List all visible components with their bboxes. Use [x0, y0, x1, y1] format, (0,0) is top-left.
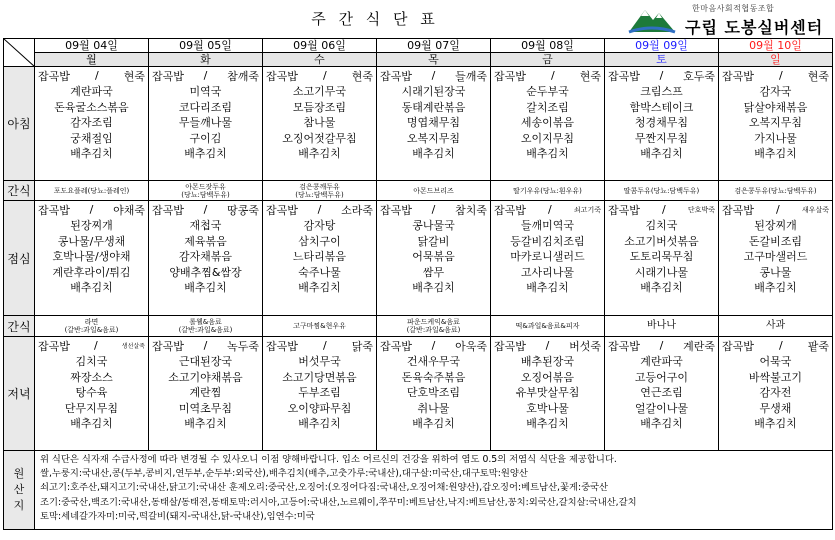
dish: 돈육굴소스볶음 — [54, 100, 129, 114]
dish: 도토리묵무침 — [629, 250, 694, 263]
day-header: 화 — [149, 53, 263, 67]
dish: 배추김치 — [640, 417, 683, 430]
dinner-row — [4, 337, 833, 451]
dish: 배추김치 — [412, 281, 455, 294]
meal-label-lunch: 점심 — [4, 201, 35, 316]
dish: 배추김치 — [70, 147, 113, 160]
snack2-row — [4, 316, 833, 337]
dish: 시래기나물 — [634, 265, 689, 279]
snack-item: 아몬드브리즈 — [413, 186, 454, 195]
porridge: 팥죽 — [807, 339, 829, 353]
separator: / — [776, 203, 780, 216]
dish: 들깨미역국 — [520, 219, 575, 232]
center-logo — [627, 2, 832, 36]
day-header: 금 — [491, 53, 605, 67]
rice: 잡곡밥 — [494, 339, 526, 353]
rice: 잡곡밥 — [266, 203, 298, 217]
page-header — [0, 0, 835, 38]
date-header: 09월 06일 — [263, 39, 377, 53]
dish: 명엽채무침 — [406, 116, 461, 129]
menu-cell — [491, 201, 605, 316]
dish: 모듬장조림 — [292, 100, 347, 114]
date-header: 09월 10일 — [719, 39, 833, 53]
menu-cell — [149, 67, 263, 181]
notes-line: 쌀,누룽지:국내산,콩(두부,콩비지,연두부,순두부:외국산),배추김치(배추,고춧가루:국내산),대구살:미국산,대구토막:원양산 — [40, 468, 528, 480]
weekly-menu-table — [3, 38, 833, 530]
dish: 양배추찜&쌈장 — [169, 265, 242, 279]
menu-cell — [35, 67, 149, 181]
dish: 크림스프 — [640, 85, 683, 98]
rice: 잡곡밥 — [152, 203, 184, 217]
dish: 연근조림 — [640, 386, 683, 399]
dish: 청경채무침 — [634, 116, 689, 129]
dish: 근대된장국 — [178, 355, 233, 368]
dish: 호박나물/생야채 — [52, 250, 131, 263]
dish: 닭갈비 — [417, 234, 450, 248]
porridge: 소라죽 — [341, 203, 373, 217]
snack-item: 떡&과일&음료&피자 — [515, 322, 580, 330]
dish: 배추김치 — [526, 417, 569, 430]
notes-line: 쇠고기:호주산,돼지고기:국내산,닭고기:국내산 훈제오리:중국산,오징어:(오징어다짐:국내산,오징어채:원양산),갑오징어:베트남산,꽃게:중국산 — [40, 482, 609, 494]
rice: 잡곡밥 — [266, 339, 298, 353]
menu-cell — [263, 67, 377, 181]
porridge: 녹두죽 — [227, 339, 259, 353]
date-header: 09월 05일 — [149, 39, 263, 53]
dish: 배추김치 — [754, 281, 797, 294]
logo-subtitle: 한마음사회적협동조합 — [692, 4, 775, 13]
separator: / — [550, 69, 555, 82]
dish: 등갈비김치조림 — [510, 234, 585, 248]
menu-cell — [149, 337, 263, 451]
dish: 두부조림 — [298, 386, 341, 399]
snack-item: 바나나 — [647, 320, 676, 331]
porridge: 호두죽 — [683, 69, 715, 83]
rice: 잡곡밥 — [38, 339, 70, 353]
dish: 계란찜 — [189, 386, 222, 399]
notes-line: 토막:세네갈가자미:미국,떡갈비(돼지-국내산,닭-국내산),임연수:미국 — [40, 510, 315, 522]
dish: 버섯무국 — [298, 355, 341, 368]
porridge: 현죽 — [807, 69, 829, 83]
dish: 소고기버섯볶음 — [624, 234, 699, 248]
snack-cell — [605, 316, 719, 337]
rice: 잡곡밥 — [494, 69, 526, 83]
dish: 된장찌개 — [70, 219, 113, 232]
menu-cell — [263, 337, 377, 451]
snack-cell — [719, 181, 833, 201]
day-header: 토 — [605, 53, 719, 67]
snack-item: 롤웰&음료 — [189, 318, 222, 326]
menu-cell — [35, 201, 149, 316]
dish: 짜장소스 — [70, 370, 113, 384]
dish: 고사리나물 — [520, 265, 575, 279]
menu-cell — [719, 201, 833, 316]
separator: / — [203, 339, 208, 352]
dish: 계란파국 — [70, 85, 113, 98]
menu-cell — [719, 67, 833, 181]
dish: 김치국 — [75, 355, 108, 368]
dish: 삼치구이 — [298, 234, 341, 248]
dish: 느타리볶음 — [292, 250, 347, 263]
dish: 시래기된장국 — [401, 85, 466, 98]
date-header: 09월 04일 — [35, 39, 149, 53]
dish: 계란후라이/튀김 — [52, 265, 131, 279]
rice: 잡곡밥 — [38, 203, 70, 217]
origin-label: 원 산 지 — [13, 467, 25, 512]
dish: 소고기야채볶음 — [168, 370, 243, 384]
lunch-row — [4, 201, 833, 316]
snack-cell — [377, 316, 491, 337]
porridge: 참깨죽 — [227, 69, 259, 83]
dish: 갈치조림 — [526, 100, 569, 114]
menu-cell — [491, 67, 605, 181]
snack-item: 검은콩깨두유 — [299, 182, 340, 191]
dish: 배추된장국 — [520, 355, 575, 368]
day-row — [4, 53, 833, 67]
dish: 감자전 — [759, 386, 792, 399]
snack-item: 라면 — [84, 318, 99, 326]
snack-item-note: (당뇨:담백두유) — [181, 190, 230, 199]
dish: 감자채볶음 — [178, 250, 233, 263]
header-corner — [4, 39, 35, 67]
rice: 잡곡밥 — [608, 69, 640, 83]
dish: 감자탕 — [303, 219, 336, 232]
dish: 배추김치 — [184, 417, 227, 430]
snack-item: 사과 — [765, 320, 786, 331]
dish: 호박나물 — [526, 401, 569, 415]
separator: / — [545, 339, 550, 352]
dish: 미역국 — [189, 85, 222, 98]
menu-cell — [605, 67, 719, 181]
dish: 오복지무침 — [406, 131, 461, 145]
separator: / — [659, 69, 664, 82]
snack-cell — [377, 181, 491, 201]
snack-cell — [719, 316, 833, 337]
dish: 오징어볶음 — [520, 370, 575, 384]
separator: / — [662, 203, 666, 216]
dish: 탕수육 — [75, 386, 108, 399]
day-header: 수 — [263, 53, 377, 67]
dish: 배추김치 — [70, 281, 113, 294]
dish: 가지나물 — [754, 131, 797, 145]
snack-item: 파운드케익&음료 — [407, 318, 460, 326]
dish: 김치국 — [645, 219, 678, 232]
dish: 소고기무국 — [292, 85, 347, 98]
menu-cell — [605, 337, 719, 451]
rice: 잡곡밥 — [38, 69, 70, 83]
rice: 잡곡밥 — [152, 69, 184, 83]
separator: / — [94, 69, 99, 82]
snack-cell — [491, 181, 605, 201]
menu-cell — [377, 201, 491, 316]
porridge: 현죽 — [351, 69, 373, 83]
snack-item: 딸콤두유(당뇨:담백두유) — [623, 186, 700, 195]
dish: 재첩국 — [189, 219, 222, 232]
notes-line: 위 식단은 식자재 수급사정에 따라 변경될 수 있사오니 이점 양해바랍니다. 입소 어르신의 건강을 위하여 염도 0.5의 저염식 식단을 제공합니다. — [40, 454, 617, 465]
porridge: 계란죽 — [683, 339, 715, 353]
dish: 배추김치 — [298, 147, 341, 160]
separator: / — [778, 339, 783, 352]
rice: 잡곡밥 — [722, 69, 754, 83]
dish: 배추김치 — [184, 147, 227, 160]
snack-cell — [263, 316, 377, 337]
dish: 유부맛살무침 — [515, 386, 580, 399]
rice: 잡곡밥 — [722, 339, 754, 353]
dish: 배추김치 — [412, 147, 455, 160]
snack-item-note: (갈반:과일&음료) — [178, 326, 233, 334]
dish: 어묵국 — [759, 355, 792, 368]
snack-item-note: (당뇨:담백두유) — [295, 190, 344, 199]
dish: 배추김치 — [640, 281, 683, 294]
dish: 돈갈비조림 — [748, 234, 803, 248]
menu-cell — [35, 337, 149, 451]
dish: 오복지무침 — [748, 116, 803, 129]
dish: 배추김치 — [184, 281, 227, 294]
meal-label-dinner: 저녁 — [4, 337, 35, 451]
mountain-logo-icon — [627, 2, 677, 35]
page-title: 주 간 식 단 표 — [311, 10, 439, 28]
rice: 잡곡밥 — [380, 69, 412, 83]
dish: 배추김치 — [754, 147, 797, 160]
dish: 제육볶음 — [184, 234, 227, 248]
dish: 콩나물국 — [412, 219, 455, 232]
separator: / — [203, 203, 208, 216]
dish: 어묵볶음 — [412, 250, 455, 263]
snack-cell — [605, 181, 719, 201]
snack-item: 딸기우유(당뇨:흰우유) — [513, 186, 582, 195]
separator: / — [322, 69, 327, 82]
rice: 잡곡밥 — [722, 203, 754, 217]
dish: 돈육숙주볶음 — [401, 370, 466, 384]
dish: 배추김치 — [298, 417, 341, 430]
dish: 배추김치 — [526, 281, 569, 294]
dish: 소고기당면볶음 — [282, 370, 357, 384]
dish: 궁채절임 — [70, 131, 113, 145]
rice: 잡곡밥 — [380, 203, 412, 217]
notes-line: 조기:중국산,백조기:국내산,동태살/동태전,동태토막:러시아,고등어:국내산,노르웨이,쭈꾸미:베트남산,낙지:베트남산,꽁치:외국산,갈치살:국내산,갈치 — [40, 496, 637, 508]
date-row — [4, 39, 833, 53]
dish: 오징어젓갈무침 — [282, 131, 357, 145]
rice: 잡곡밥 — [380, 339, 412, 353]
snack-item: 검은콩두유(당뇨:담백두유) — [734, 186, 817, 195]
porridge: 야채죽 — [113, 203, 145, 217]
dish: 바싹불고기 — [748, 370, 803, 384]
porridge: 들깨죽 — [455, 69, 487, 83]
menu-cell — [263, 201, 377, 316]
dish: 배추김치 — [298, 281, 341, 294]
menu-cell — [491, 337, 605, 451]
meal-label-snack1: 간식 — [4, 181, 35, 201]
dish: 배추김치 — [412, 417, 455, 430]
porridge: 아욱죽 — [455, 339, 487, 353]
date-header: 09월 08일 — [491, 39, 605, 53]
dish: 고등어구이 — [634, 370, 689, 384]
snack-cell — [35, 181, 149, 201]
porridge: 생선살죽 — [121, 343, 145, 350]
day-header: 월 — [35, 53, 149, 67]
dish: 무생채 — [759, 401, 792, 415]
dish: 세송이볶음 — [520, 116, 575, 129]
notes-row — [4, 451, 833, 530]
dish: 오이양파무침 — [287, 401, 352, 415]
porridge: 단호박죽 — [687, 205, 715, 214]
dish: 배추김치 — [526, 147, 569, 160]
dish: 계란파국 — [640, 355, 683, 368]
dish: 콩나물 — [759, 265, 792, 279]
dish: 순두부국 — [526, 85, 569, 98]
separator: / — [659, 339, 664, 352]
menu-cell — [377, 337, 491, 451]
porridge: 땅콩죽 — [227, 203, 259, 217]
snack-item-note: (갈반:과일&음료) — [64, 326, 119, 334]
snack-cell — [149, 316, 263, 337]
separator: / — [203, 69, 208, 82]
dish: 마카로니샐러드 — [510, 250, 585, 263]
porridge: 버섯죽 — [569, 339, 601, 353]
dish: 단호박조림 — [406, 386, 461, 399]
dish: 코다리조림 — [178, 100, 233, 114]
porridge: 현죽 — [123, 69, 145, 83]
menu-cell — [149, 201, 263, 316]
dish: 미역초무침 — [178, 401, 233, 415]
snack-cell — [263, 181, 377, 201]
snack-cell — [149, 181, 263, 201]
date-header: 09월 07일 — [377, 39, 491, 53]
dish: 고구마샐러드 — [743, 250, 808, 263]
snack-item: 고구마찜&현우유 — [293, 322, 346, 330]
dish: 취나물 — [417, 401, 450, 415]
porridge: 쇠고기죽 — [573, 205, 601, 214]
rice: 잡곡밥 — [608, 203, 640, 217]
day-header: 일 — [719, 53, 833, 67]
dish: 감자국 — [759, 85, 792, 98]
dish: 동태계란볶음 — [401, 100, 466, 114]
breakfast-row — [4, 67, 833, 181]
separator: / — [322, 339, 327, 352]
porridge: 새우살죽 — [801, 205, 829, 214]
origin-notes — [35, 451, 833, 530]
day-header: 목 — [377, 53, 491, 67]
separator: / — [317, 203, 322, 216]
dish: 건새우무국 — [406, 355, 461, 368]
meal-label-breakfast: 아침 — [4, 67, 35, 181]
separator: / — [431, 69, 436, 82]
separator: / — [89, 203, 94, 216]
separator: / — [93, 339, 98, 352]
rice: 잡곡밥 — [608, 339, 640, 353]
meal-label-snack2: 간식 — [4, 316, 35, 337]
dish: 구이김 — [189, 131, 222, 145]
dish: 콩나물/무생채 — [57, 234, 126, 248]
porridge: 현죽 — [579, 69, 601, 83]
snack-item: 아몬드잣두유 — [185, 182, 226, 191]
rice: 잡곡밥 — [266, 69, 298, 83]
separator: / — [548, 203, 552, 216]
menu-cell — [605, 201, 719, 316]
logo-name: 구립 도봉실버센터 — [685, 18, 824, 37]
separator: / — [431, 203, 436, 216]
dish: 배추김치 — [754, 417, 797, 430]
rice: 잡곡밥 — [152, 339, 184, 353]
dish: 무짠지무침 — [634, 131, 689, 145]
snack1-row — [4, 181, 833, 201]
dish: 된장찌개 — [754, 219, 797, 232]
diagonal-divider — [4, 39, 35, 67]
snack-cell — [35, 316, 149, 337]
dish: 배추김치 — [70, 417, 113, 430]
dish: 단무지무침 — [64, 401, 119, 415]
dish: 감자조림 — [70, 116, 113, 129]
dish: 닭살야채볶음 — [743, 100, 808, 114]
meal-label-origin — [4, 451, 35, 530]
snack-cell — [491, 316, 605, 337]
rice: 잡곡밥 — [494, 203, 526, 217]
menu-cell — [719, 337, 833, 451]
dish: 배추김치 — [640, 147, 683, 160]
dish: 쌈무 — [422, 265, 445, 279]
snack-item-note: (갈반:과일&음료) — [406, 326, 461, 334]
dish: 참나물 — [303, 116, 336, 129]
dish: 오이지무침 — [520, 131, 575, 145]
date-header: 09월 09일 — [605, 39, 719, 53]
snack-item: 포도요플레(당뇨:플레인) — [53, 186, 130, 195]
separator: / — [431, 339, 436, 352]
dish: 함박스테이크 — [629, 100, 694, 114]
menu-cell — [377, 67, 491, 181]
porridge: 참치죽 — [455, 203, 487, 217]
dish: 무들깨나물 — [178, 116, 233, 129]
dish: 숙주나물 — [298, 265, 341, 279]
separator: / — [778, 69, 783, 82]
porridge: 닭죽 — [351, 339, 373, 353]
dish: 얼갈이나물 — [634, 401, 689, 415]
